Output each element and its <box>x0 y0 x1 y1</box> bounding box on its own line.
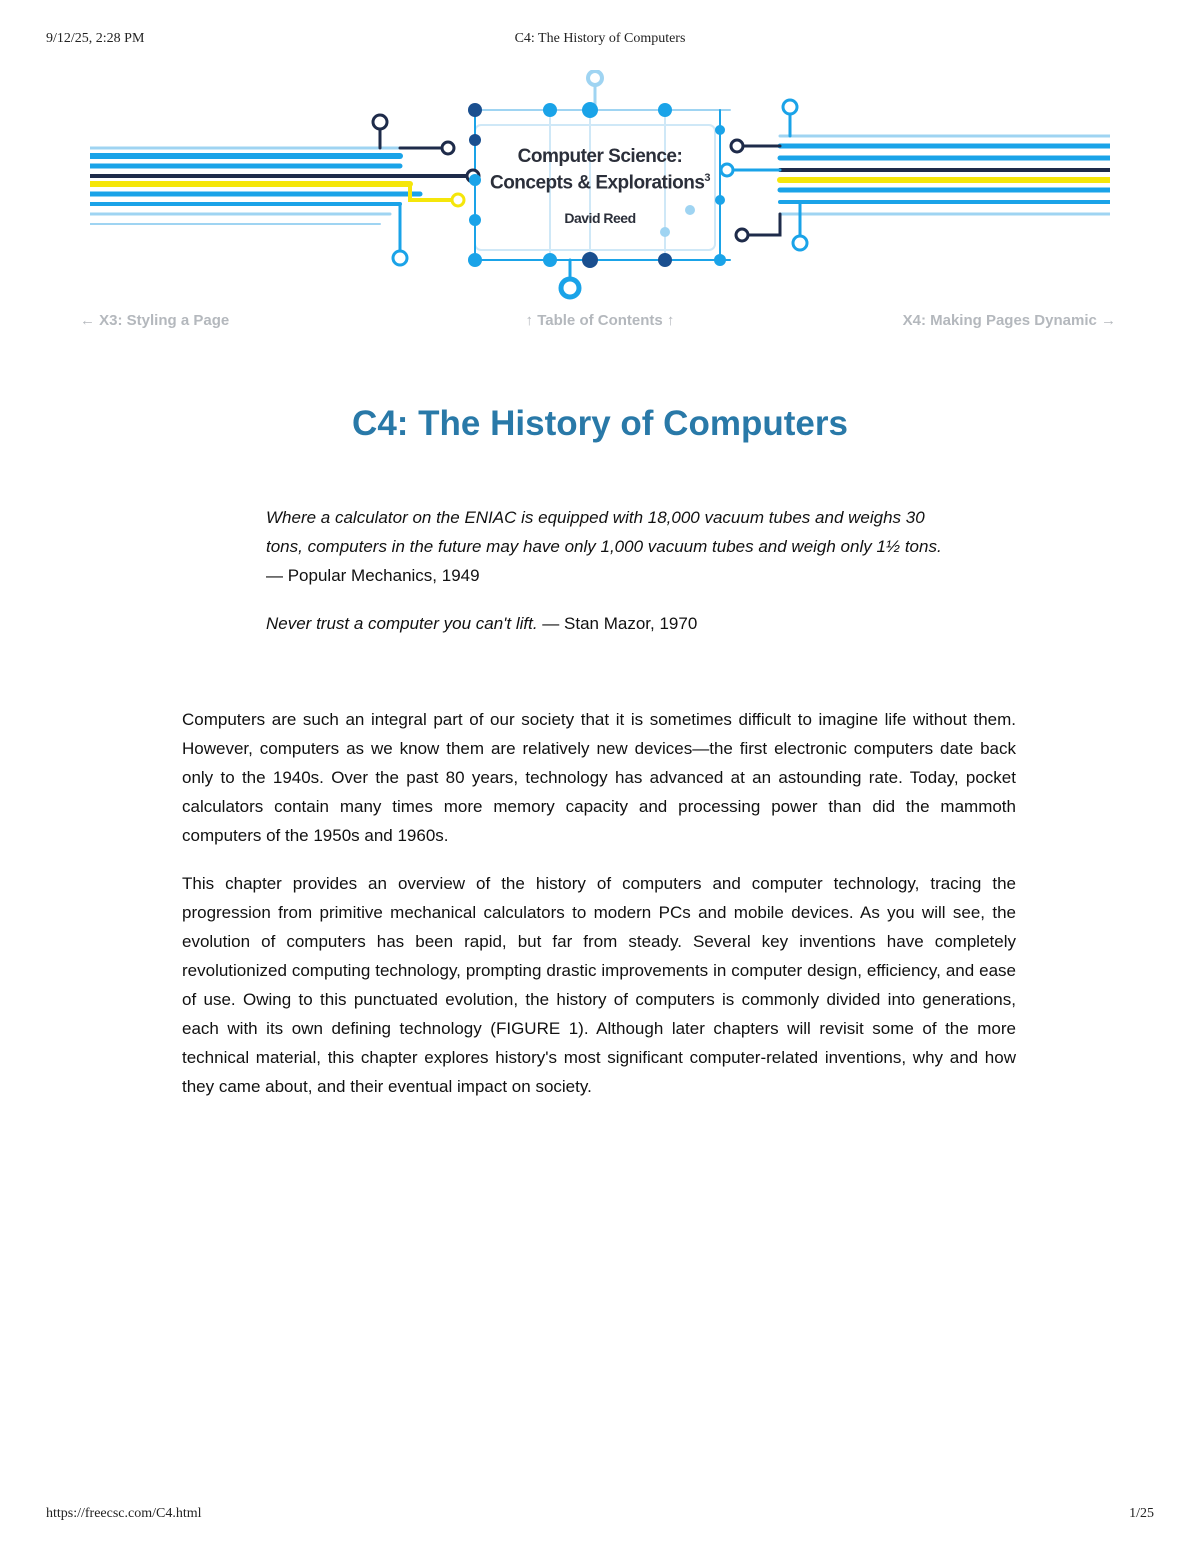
print-page-number: 1/25 <box>1129 1506 1154 1521</box>
prev-chapter-link[interactable]: ← X3: Styling a Page <box>80 312 230 329</box>
chapter-title: C4: The History of Computers <box>352 404 848 443</box>
banner-title-line1: Computer Science: <box>517 146 683 167</box>
next-chapter-link[interactable]: X4: Making Pages Dynamic → <box>902 312 1116 329</box>
banner-title-line2 <box>90 172 1110 194</box>
quote-text: Where a calculator on the ENIAC is equipped with 18,000 vacuum tubes and weighs 30 tons, computers in the future may have only 1,000 vacuum tubes and weigh only 1½ tons. <box>266 508 942 556</box>
quote-attribution: — Popular Mechanics, 1949 <box>266 566 480 585</box>
book-banner-logo <box>90 70 1110 300</box>
epigraph-quote <box>266 503 946 590</box>
body-paragraph: This chapter provides an overview of the history of computers and computer technology, tracing the progression from primitive mechanical calculators to modern PCs and mobile devices. As you will see, the evolution of computers has been rapid, but far from steady. Several key inventions have completely revolutionized computing technology, prompting drastic improvements in computer design, efficiency, and ease of use. Owing to this punctuated evolution, the history of computers is commonly divided into generations, each with its own defining technology (FIGURE 1). Although later chapters will revisit some of the more technical material, this chapter explores history's most significant computer-related inventions, why and how they came about, and their eventual impact on society. <box>182 874 1016 1096</box>
epigraph-quote <box>266 609 946 638</box>
print-url: https://freecsc.com/C4.html <box>46 1506 202 1521</box>
body-paragraph: Computers are such an integral part of our society that it is sometimes difficult to imagine life without them. However, computers as we know them are relatively new devices—the first electronic computers date back only to the 1940s. Over the past 80 years, technology has advanced at an astounding rate. Today, pocket calculators contain many times more memory capacity and processing power than did the mammoth computers of the 1950s and 1960s. <box>182 710 1016 845</box>
banner-subtitle: Concepts & Explorations <box>489 172 705 194</box>
print-date: 9/12/25, 2:28 PM <box>46 31 145 46</box>
edition-superscript: 3 <box>704 172 711 184</box>
print-page-title: C4: The History of Computers <box>514 31 686 46</box>
table-of-contents-link[interactable]: ↑ Table of Contents ↑ <box>525 312 675 329</box>
banner-author: David Reed <box>564 210 636 226</box>
chapter-navigation <box>80 312 1120 334</box>
quote-attribution: — Stan Mazor, 1970 <box>537 614 698 633</box>
quote-text: Never trust a computer you can't lift. <box>266 614 538 633</box>
